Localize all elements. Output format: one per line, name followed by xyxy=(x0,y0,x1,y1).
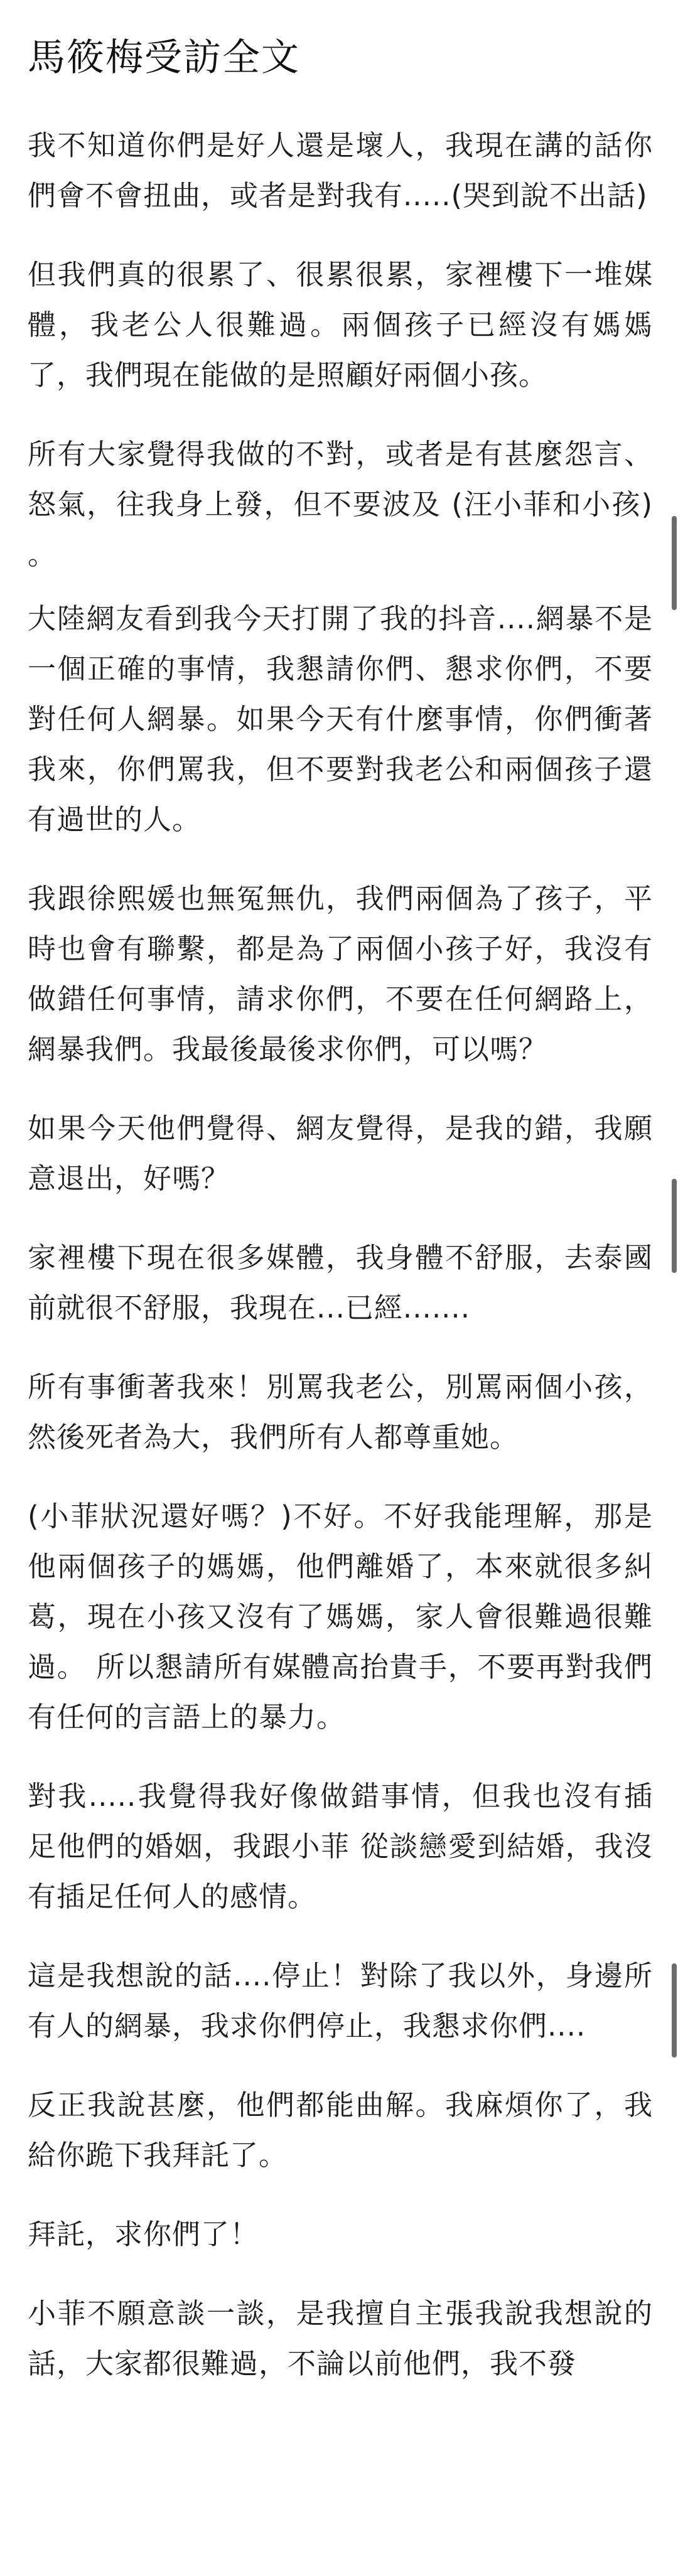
scrollbar-marker[interactable] xyxy=(672,1963,677,2058)
paragraph: 但我們真的很累了、很累很累，家裡樓下一堆媒體，我老公人很難過。兩個孩子已經沒有媽媽了，我們現在能做的是照顧好兩個小孩。 xyxy=(28,258,653,392)
paragraph: 所有事衝著我來！別罵我老公，別罵兩個小孩，然後死者為大，我們所有人都尊重她。 xyxy=(28,1370,653,1454)
paragraph: 這是我想說的話....停止！對除了我以外，身邊所有人的網暴，我求你們停止，我懇求你們.... xyxy=(28,1959,653,2042)
scrollbar[interactable] xyxy=(669,0,678,2576)
paragraph: 對我.....我覺得我好像做錯事情，但我也沒有插足他們的婚姻，我跟小菲 從談戀愛到結婚，我沒有插足任何人的感情。 xyxy=(28,1779,653,1913)
scrollbar-marker[interactable] xyxy=(672,1179,677,1273)
paragraph: 家裡樓下現在很多媒體，我身體不舒服，去泰國前就很不舒服，我現在...已經....... xyxy=(28,1241,653,1324)
paragraph: 所有大家覺得我做的不對，或者是有甚麼怨言、怒氣，往我身上發，但不要波及 (汪小菲和小孩) 。 xyxy=(28,437,653,571)
scrollbar-marker[interactable] xyxy=(672,516,677,610)
paragraph: 小菲不願意談一談，是我擅自主張我說我想說的話，大家都很難過，不論以前他們，我不發 xyxy=(28,2297,653,2380)
paragraph: 反正我說甚麼，他們都能曲解。我麻煩你了，我給你跪下我拜託了。 xyxy=(28,2088,653,2172)
paragraph: 我跟徐熙媛也無冤無仇，我們兩個為了孩子，平時也會有聯繫，都是為了兩個小孩子好，我沒有做錯任何事情，請求你們，不要在任何網路上，網暴我們。我最後最後求你們，可以嗎？ xyxy=(28,882,653,1066)
paragraph: (小菲狀況還好嗎？)不好。不好我能理解，那是他兩個孩子的媽媽，他們離婚了，本來就很多糾葛，現在小孩又沒有了媽媽，家人會很難過很難過。 所以懇請所有媒體高抬貴手，不要再對我們有任何的言語上的暴力。 xyxy=(28,1500,653,1734)
paragraph: 拜託，求你們了！ xyxy=(28,2218,259,2251)
paragraph: 如果今天他們覺得、網友覺得，是我的錯，我願意退出，好嗎？ xyxy=(28,1112,653,1195)
paragraph: 大陸網友看到我今天打開了我的抖音....網暴不是一個正確的事情，我懇請你們、懇求你們，不要對任何人網暴。如果今天有什麼事情，你們衝著我來，你們罵我，但不要對我老公和兩個孩子還有過世的人。 xyxy=(28,602,653,836)
paragraph: 我不知道你們是好人還是壞人，我現在講的話你們會不會扭曲，或者是對我有.....(哭到說不出話) xyxy=(28,129,653,212)
article-title: 馬筱梅受訪全文 xyxy=(28,36,300,80)
